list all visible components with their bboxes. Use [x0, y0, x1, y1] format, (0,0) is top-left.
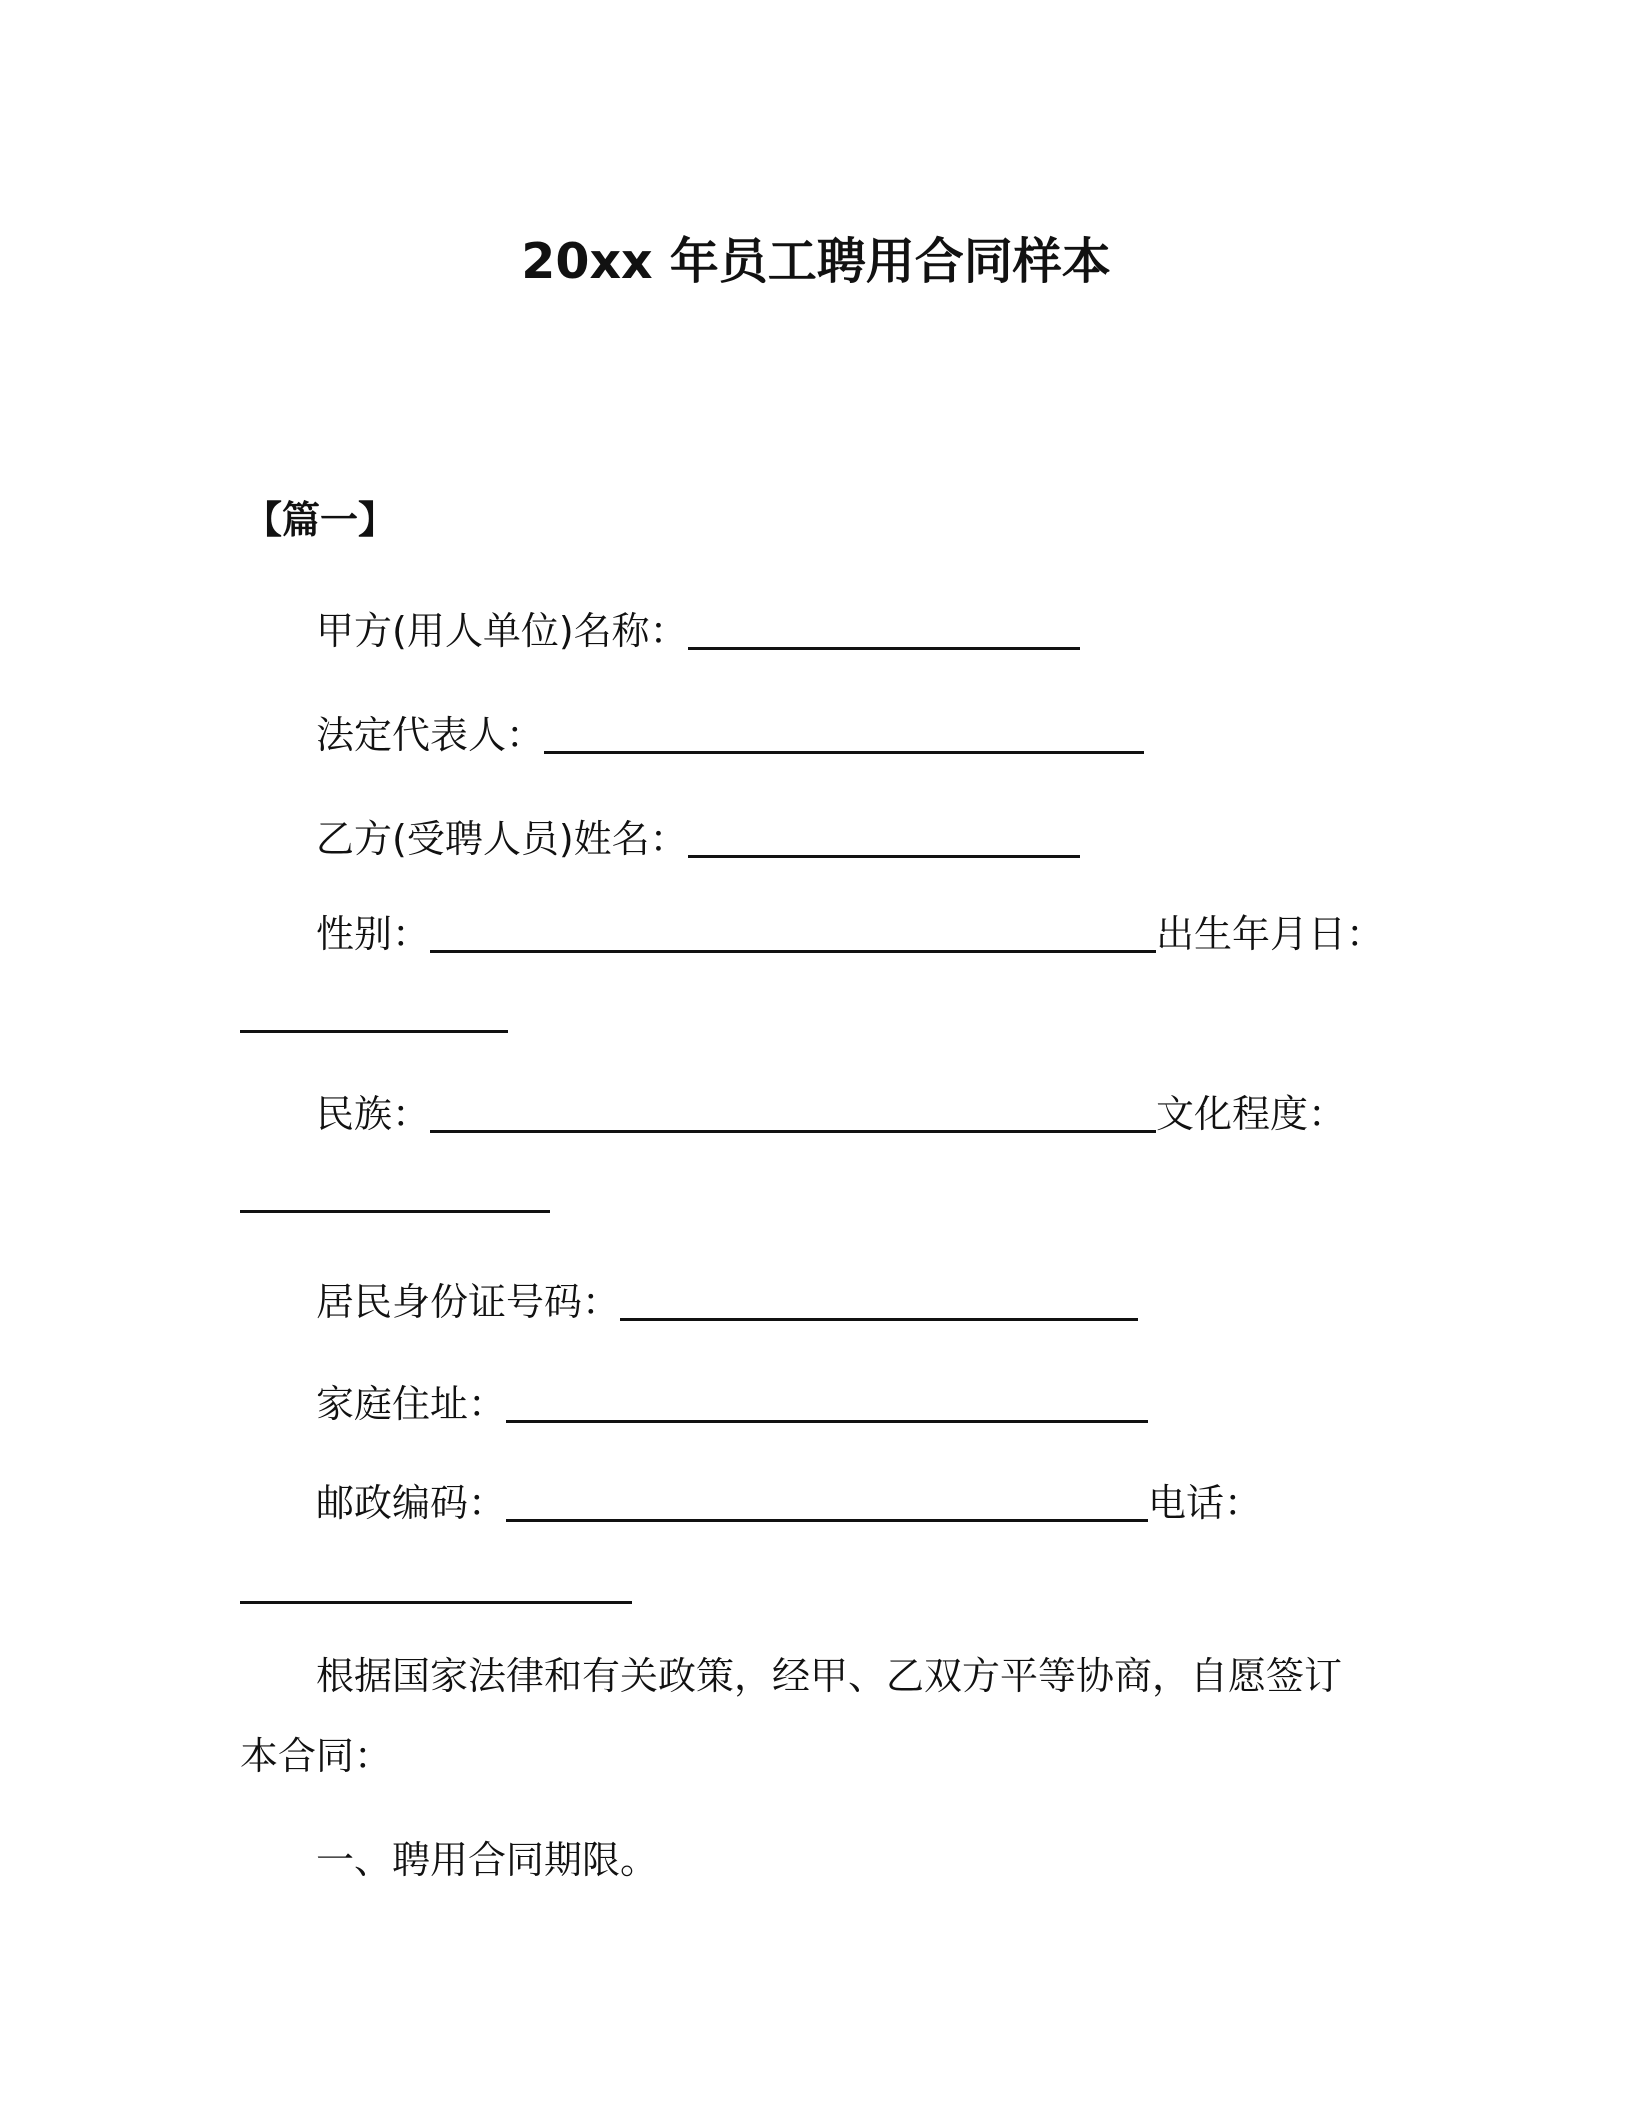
field-party-a [316, 597, 1080, 661]
document-title: 20xx 年员工聘用合同样本 [521, 233, 1111, 290]
field-gender [316, 900, 1384, 964]
field-legal-rep [316, 701, 1144, 765]
field-ethnicity-blank[interactable] [430, 1086, 1156, 1133]
field-party-b-label: 乙方(受聘人员)姓名： [316, 817, 688, 861]
field-home-address [316, 1370, 1148, 1434]
field-phone-label: 电话： [1148, 1481, 1263, 1525]
field-postal-code-label: 邮政编码： [316, 1481, 507, 1525]
field-home-address-blank[interactable] [506, 1376, 1148, 1423]
field-party-b [316, 805, 1080, 869]
field-party-b-blank[interactable] [688, 811, 1080, 858]
field-id-number-label: 居民身份证号码： [316, 1280, 621, 1324]
intro-paragraph: 根据国家法律和有关政策，经甲、乙双方平等协商，自愿签订本合同： [240, 1654, 1343, 1778]
field-gender-label: 性别： [316, 912, 431, 956]
field-id-number-blank[interactable] [620, 1274, 1138, 1321]
field-postal-code [316, 1469, 1262, 1533]
field-birth-date-label: 出生年月日： [1156, 912, 1385, 956]
field-party-a-label: 甲方(用人单位)名称： [316, 609, 688, 653]
field-home-address-label: 家庭住址： [316, 1382, 507, 1426]
field-id-number [316, 1268, 1138, 1332]
field-phone-blank[interactable] [240, 1591, 632, 1604]
field-ethnicity [316, 1080, 1346, 1144]
clause-1-heading: 一、聘用合同期限。 [316, 1838, 659, 1882]
field-party-a-blank[interactable] [688, 603, 1080, 650]
field-legal-rep-blank[interactable] [544, 707, 1144, 754]
field-education-blank[interactable] [240, 1200, 550, 1213]
field-gender-blank[interactable] [430, 906, 1156, 953]
field-birth-date-blank[interactable] [240, 1020, 508, 1033]
field-ethnicity-label: 民族： [316, 1092, 431, 1136]
field-education-label: 文化程度： [1156, 1092, 1347, 1136]
field-legal-rep-label: 法定代表人： [316, 713, 545, 757]
field-postal-code-blank[interactable] [506, 1475, 1148, 1522]
section-label: 【篇一】 [244, 498, 397, 542]
